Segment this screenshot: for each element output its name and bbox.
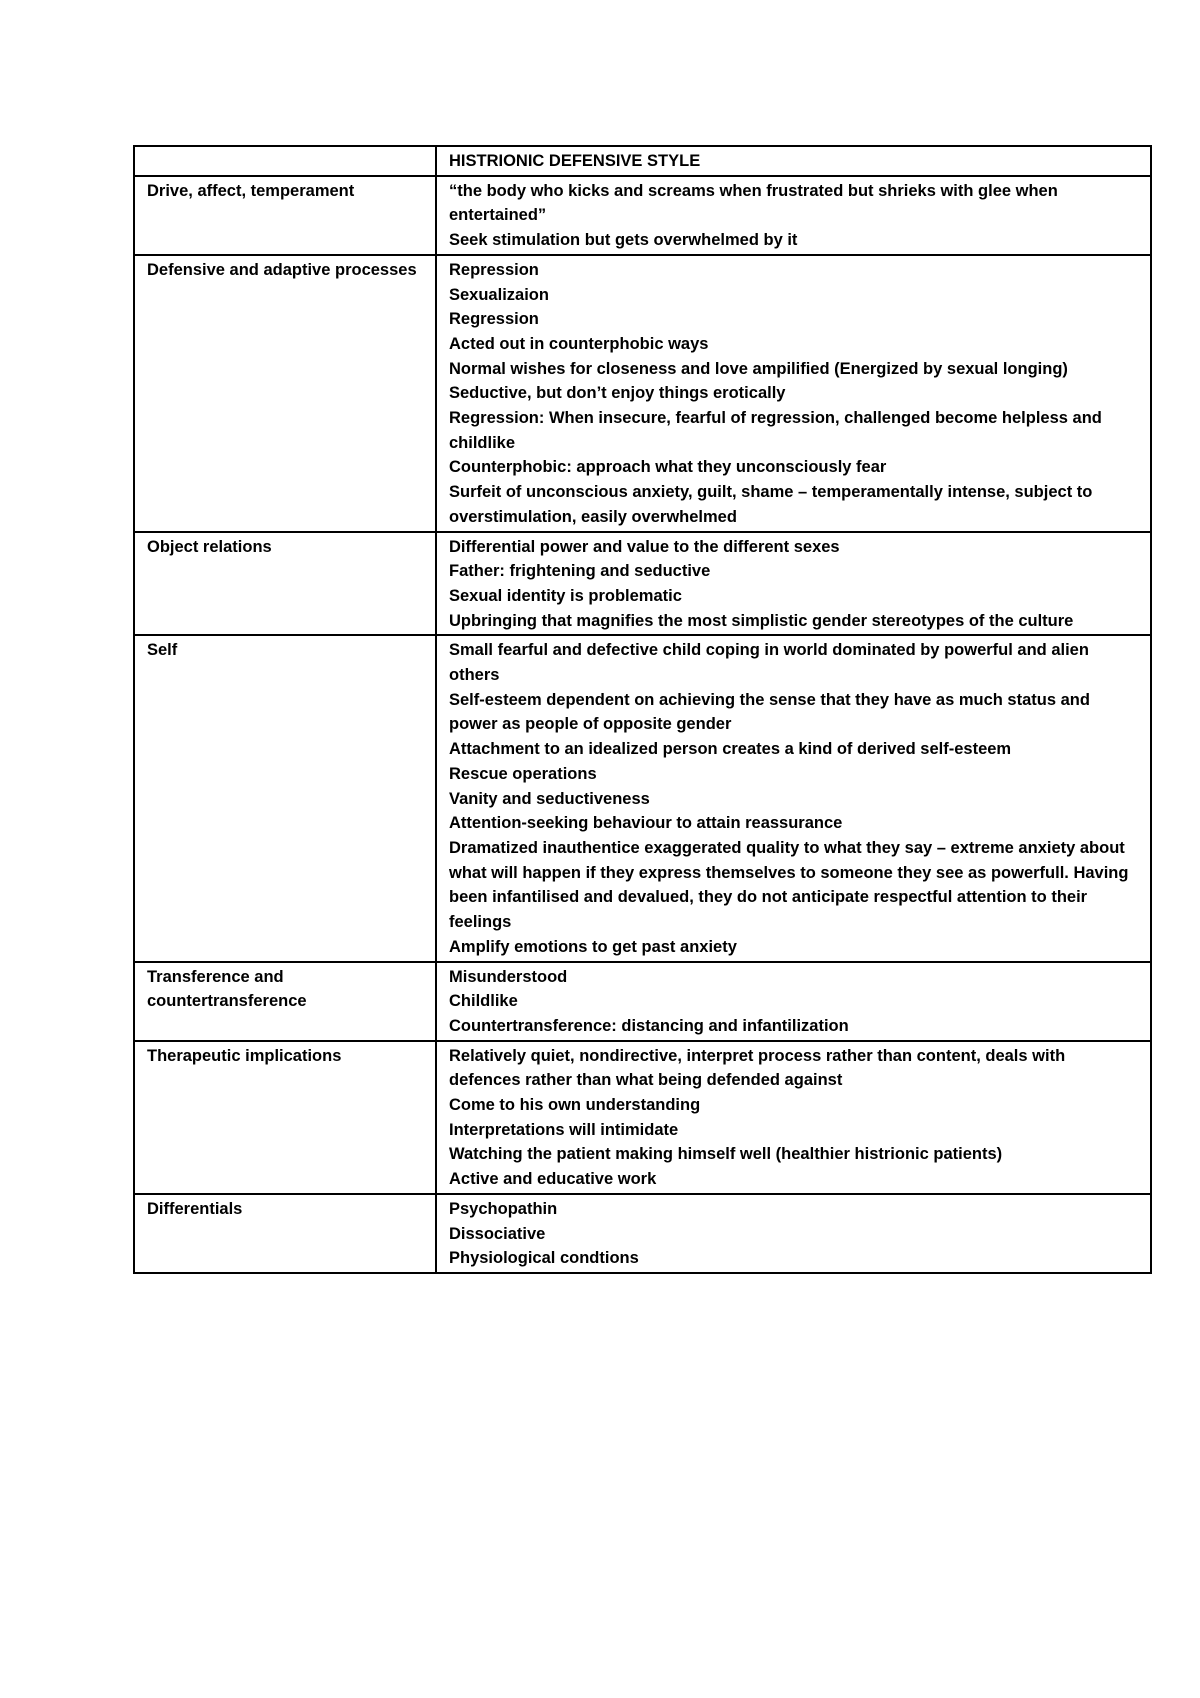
row-content-line: Attachment to an idealized person creates a kind of derived self-esteem [449, 740, 1012, 759]
row-content-line: Active and educative work [449, 1170, 657, 1189]
row-content-line: Childlike [449, 992, 518, 1011]
table-row [134, 962, 1151, 1041]
row-content [436, 532, 1151, 636]
row-content-line: Interpretations will intimidate [449, 1120, 679, 1139]
row-content-line: Dramatized inauthentice exaggerated quality to what they say – extreme anxiety about what will happen if they express themselves to someone they see as powerfull. Having been infantilised and devalued, they do not anticipate respectful attention to their feelings [449, 838, 1129, 932]
table-row [134, 176, 1151, 255]
table-row [134, 1194, 1151, 1273]
header-left-cell [134, 146, 436, 176]
row-content-line: Regression [449, 310, 539, 329]
row-content-line: Countertransference: distancing and infantilization [449, 1016, 849, 1035]
row-content-line: Seductive, but don’t enjoy things erotically [449, 384, 786, 403]
row-label: Drive, affect, temperament [134, 176, 436, 255]
row-content-line: Psychopathin [449, 1199, 558, 1218]
row-label: Therapeutic implications [134, 1041, 436, 1194]
row-content [436, 255, 1151, 532]
row-content-line: Surfeit of unconscious anxiety, guilt, shame – temperamentally intense, subject to overstimulation, easily overwhelmed [449, 483, 1093, 526]
row-content [436, 635, 1151, 961]
row-content-line: Dissociative [449, 1224, 546, 1243]
row-content-line: Seek stimulation but gets overwhelmed by it [449, 231, 798, 250]
row-label: Transference and countertransference [134, 962, 436, 1041]
table-title: HISTRIONIC DEFENSIVE STYLE [436, 146, 1151, 176]
row-content-line: Counterphobic: approach what they unconsciously fear [449, 458, 887, 477]
row-content-line: Physiological condtions [449, 1249, 639, 1268]
table-header-row [134, 146, 1151, 176]
row-content [436, 1194, 1151, 1273]
row-label: Differentials [134, 1194, 436, 1273]
row-content-line: Vanity and seductiveness [449, 789, 650, 808]
row-content-line: Acted out in counterphobic ways [449, 334, 709, 353]
row-content-line: Self-esteem dependent on achieving the sense that they have as much status and power as people of opposite gender [449, 690, 1090, 734]
row-content-line: Upbringing that magnifies the most simplistic gender stereotypes of the culture [449, 611, 1074, 630]
row-content-line: Small fearful and defective child coping in world dominated by powerful and alien others [449, 641, 1089, 685]
row-content-line: Sexualizaion [449, 285, 549, 304]
row-content-line: Normal wishes for closeness and love ampilified (Energized by sexual longing) [449, 359, 1068, 378]
row-content-line: Watching the patient making himself well (healthier histrionic patients) [449, 1145, 1003, 1164]
row-content [436, 962, 1151, 1041]
table-row [134, 532, 1151, 636]
table-row [134, 635, 1151, 961]
table-body [134, 146, 1151, 1273]
row-content-line: Come to his own understanding [449, 1096, 701, 1115]
row-content-line: Amplify emotions to get past anxiety [449, 937, 737, 956]
row-content-line: Repression [449, 260, 539, 279]
row-content-line: Attention-seeking behaviour to attain reassurance [449, 814, 843, 833]
row-content [436, 176, 1151, 255]
row-label: Self [134, 635, 436, 961]
table-row [134, 1041, 1151, 1194]
histrionic-style-table [133, 145, 1152, 1274]
row-content-line: Relatively quiet, nondirective, interpret process rather than content, deals with defences rather than what being defended against [449, 1046, 1066, 1090]
row-content-line: Rescue operations [449, 764, 597, 783]
row-content-line: “the body who kicks and screams when frustrated but shrieks with glee when entertained” [449, 181, 1058, 225]
row-content-line: Father: frightening and seductive [449, 562, 711, 581]
table-row [134, 255, 1151, 532]
row-label: Object relations [134, 532, 436, 636]
row-content [436, 1041, 1151, 1194]
row-content-line: Sexual identity is problematic [449, 586, 682, 605]
row-content-line: Differential power and value to the different sexes [449, 537, 840, 556]
row-label: Defensive and adaptive processes [134, 255, 436, 532]
row-content-line: Regression: When insecure, fearful of regression, challenged become helpless and childlike [449, 409, 1102, 452]
row-content-line: Misunderstood [449, 967, 568, 986]
